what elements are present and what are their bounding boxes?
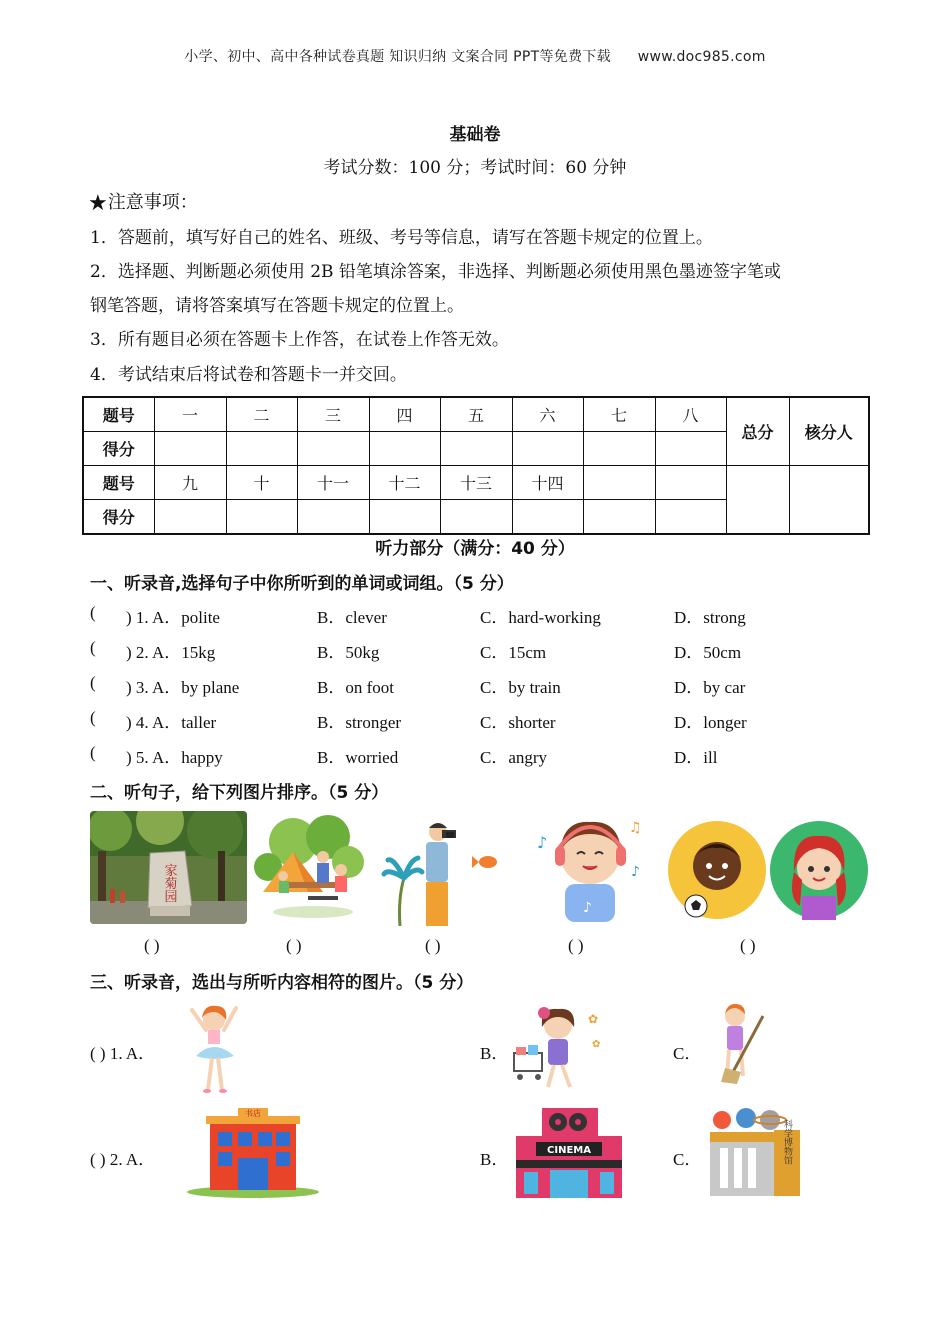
section3-title: 三、听录音，选出与所听内容相符的图片。（5 分）: [90, 973, 474, 993]
answer-blank[interactable]: (: [90, 708, 96, 727]
question-row: [90, 638, 870, 668]
option-a: ) 3. A．by plane: [126, 678, 240, 697]
option-a: ) 1. A．polite: [126, 608, 220, 627]
notice-rule: 2．选择题、判断题必须使用 2B 铅笔填涂答案，非选择、判断题必须使用黑色墨迹签字笔或: [90, 262, 781, 282]
score-table-cell: 七: [583, 397, 655, 432]
option-c: C．15cm: [480, 643, 547, 662]
option-c: C．angry: [480, 748, 548, 767]
page-title: 基础卷: [449, 125, 501, 145]
score-table-header: 题号: [83, 466, 154, 500]
listening-heading: 听力部分（满分：40 分）: [375, 539, 575, 559]
photographer-picture: [380, 818, 510, 928]
question-row: [90, 708, 870, 738]
score-table-header: 得分: [83, 500, 154, 535]
option-c: C．hard-working: [480, 608, 601, 627]
question-row: [90, 743, 870, 773]
answer-blank[interactable]: (: [90, 638, 96, 657]
order-blank[interactable]: ( ): [740, 936, 756, 955]
score-input-cell[interactable]: [512, 500, 583, 535]
score-table-cell: 一: [154, 397, 226, 432]
score-input-cell[interactable]: [297, 432, 369, 466]
score-input-cell[interactable]: [154, 500, 226, 535]
score-table-cell: 十: [226, 466, 297, 500]
flower-icon: ✿: [592, 1039, 601, 1050]
option-a: ) 5. A．happy: [126, 748, 223, 767]
question-row: [90, 673, 870, 703]
header-site[interactable]: www.doc985.com: [637, 49, 766, 65]
score-input-cell[interactable]: [655, 432, 726, 466]
notice-rule: 3．所有题目必须在答题卡上作答，在试卷上作答无效。: [90, 330, 509, 350]
answer-blank[interactable]: (: [90, 603, 96, 622]
option-d: D．longer: [674, 713, 747, 732]
option-b: B．50kg: [317, 643, 380, 662]
page-header: [0, 46, 950, 66]
checker-header: 核分人: [789, 397, 869, 466]
music-note-icon: ♪: [583, 900, 592, 916]
order-blank[interactable]: ( ): [286, 936, 302, 955]
answer-blank[interactable]: (: [90, 743, 96, 762]
score-table-cell: 六: [512, 397, 583, 432]
exam-info: 考试分数：100 分；考试时间：60 分钟: [323, 158, 627, 178]
option-d: D．ill: [674, 748, 718, 767]
music-note-icon: ♪: [631, 864, 640, 880]
order-blank[interactable]: ( ): [425, 936, 441, 955]
flower-icon: ✿: [588, 1012, 599, 1026]
score-table-cell: 八: [655, 397, 726, 432]
score-input-cell[interactable]: [154, 432, 226, 466]
answer-blank[interactable]: (: [90, 673, 96, 692]
score-table-cell: 十二: [369, 466, 440, 500]
score-table-cell: 九: [154, 466, 226, 500]
question-label: ( ) 2. A．: [90, 1150, 156, 1169]
option-c-label: C．: [673, 1150, 702, 1169]
order-blank[interactable]: ( ): [568, 936, 584, 955]
score-input-cell[interactable]: [583, 500, 655, 535]
picnic-family-picture: [253, 812, 365, 924]
option-d: D．50cm: [674, 643, 742, 662]
score-table-cell: 五: [440, 397, 512, 432]
score-input-cell[interactable]: [440, 500, 512, 535]
option-d: D．by car: [674, 678, 746, 697]
option-c: C．shorter: [480, 713, 556, 732]
score-input-cell[interactable]: [440, 432, 512, 466]
total-score-header: 总分: [726, 397, 789, 466]
score-input-cell[interactable]: [583, 432, 655, 466]
question-label: ( ) 1. A．: [90, 1044, 156, 1063]
two-children-picture: [668, 820, 868, 920]
bookstore-picture: [186, 1106, 320, 1198]
score-input-cell[interactable]: [369, 500, 440, 535]
question-row: [90, 603, 870, 633]
score-table-cell: [655, 466, 726, 500]
star-icon: ★: [88, 191, 108, 216]
score-input-cell[interactable]: [655, 500, 726, 535]
music-note-icon: ♪: [537, 833, 548, 852]
option-b: B．clever: [317, 608, 387, 627]
score-table-cell: 三: [297, 397, 369, 432]
score-input-cell[interactable]: [369, 432, 440, 466]
notice-rule: 4．考试结束后将试卷和答题卡一并交回。: [90, 365, 407, 385]
ballet-dancer-picture: [180, 1002, 250, 1094]
music-note-icon: ♫: [629, 820, 642, 836]
checker-cell[interactable]: [789, 466, 869, 535]
header-banner: 小学、初中、高中各种试卷真题 知识归纳 文案合同 PPT等免费下载: [184, 49, 611, 65]
bookstore-sign: 书店: [245, 1109, 261, 1118]
option-d: D．strong: [674, 608, 746, 627]
option-a: ) 4. A．taller: [126, 713, 217, 732]
score-table-cell: 十三: [440, 466, 512, 500]
score-input-cell[interactable]: [226, 432, 297, 466]
section2-title: 二、听句子，给下列图片排序。（5 分）: [90, 783, 389, 803]
notice-heading: ★注意事项：: [88, 191, 198, 216]
option-b: B．on foot: [317, 678, 394, 697]
score-table-header: 题号: [83, 397, 154, 432]
score-table-cell: 十四: [512, 466, 583, 500]
score-input-cell[interactable]: [512, 432, 583, 466]
option-b-label: B．: [480, 1044, 509, 1063]
notice-rule: 钢笔答题，请将答案填写在答题卡规定的位置上。: [90, 296, 464, 316]
score-input-cell[interactable]: [297, 500, 369, 535]
score-table-cell: 二: [226, 397, 297, 432]
cinema-picture: [512, 1106, 626, 1198]
child-sweeping-picture: [713, 1002, 769, 1086]
girl-listening-music-picture: [533, 812, 648, 924]
cinema-sign: CINEMA: [547, 1145, 591, 1156]
girl-shopping-picture: [508, 1003, 604, 1091]
park-stone-photo: [90, 811, 247, 924]
score-table-header: 得分: [83, 432, 154, 466]
score-input-cell[interactable]: [226, 500, 297, 535]
score-table-cell: 十一: [297, 466, 369, 500]
score-table-cell: 四: [369, 397, 440, 432]
total-score-cell[interactable]: [726, 466, 789, 535]
option-b: B．worried: [317, 748, 399, 767]
museum-sign: 科学博物馆: [782, 1119, 792, 1165]
score-table-cell: [583, 466, 655, 500]
order-blank[interactable]: ( ): [144, 936, 160, 955]
option-c-label: C．: [673, 1044, 702, 1063]
notice-rule: 1．答题前，填写好自己的姓名、班级、考号等信息，请写在答题卡规定的位置上。: [90, 228, 713, 248]
option-b: B．stronger: [317, 713, 402, 732]
score-table: [82, 396, 870, 535]
option-a: ) 2. A．15kg: [126, 643, 216, 662]
stone-inscription: 家菊园: [161, 863, 177, 903]
science-museum-picture: [706, 1106, 804, 1198]
option-c: C．by train: [480, 678, 561, 697]
section1-title: 一、听录音,选择句子中你所听到的单词或词组。（5 分）: [90, 574, 514, 594]
option-b-label: B．: [480, 1150, 509, 1169]
